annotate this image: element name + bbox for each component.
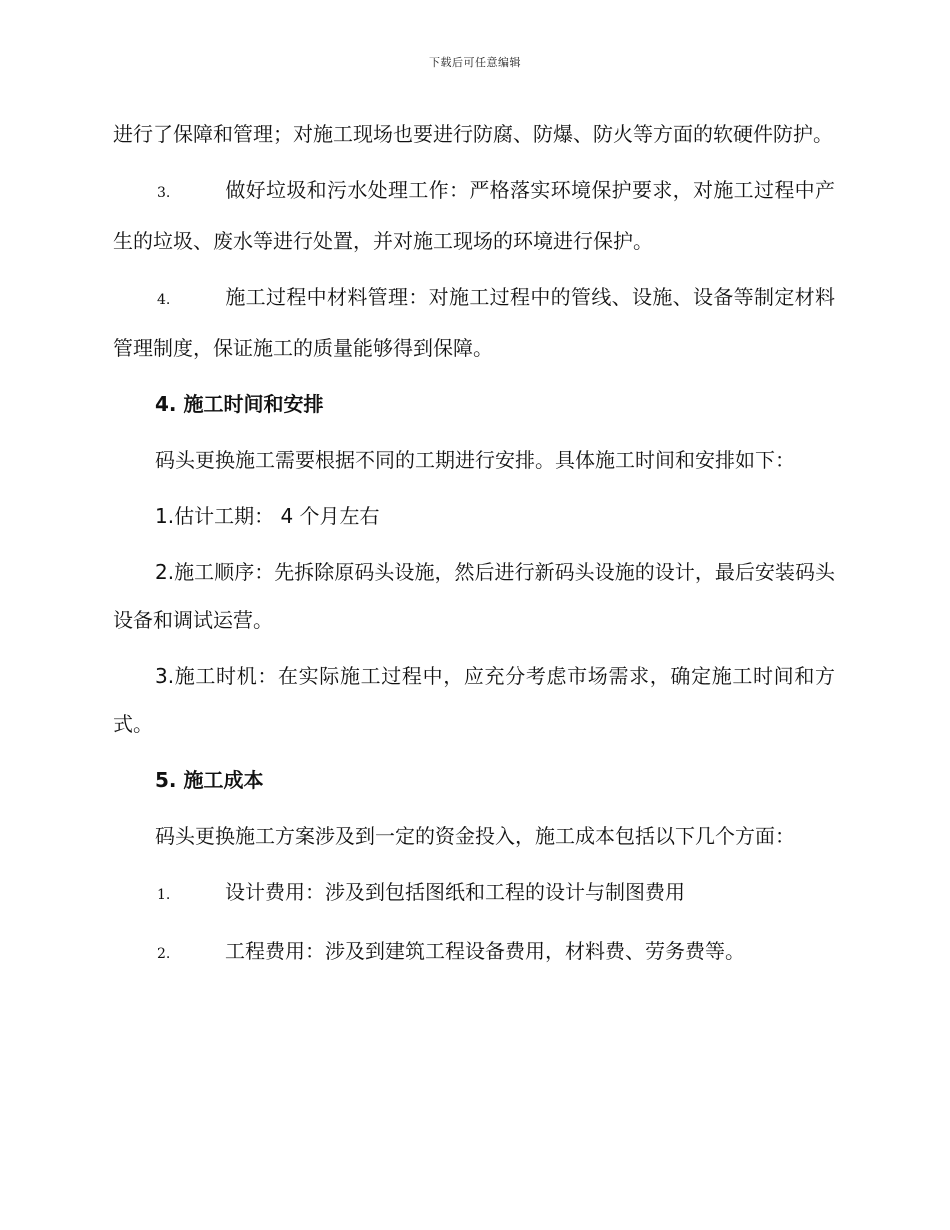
list-item-text: 施工过程中材料管理：对施工过程中的管线、设施、设备等制定材料管理制度，保证施工的质量能够得到保障。 [113,285,835,360]
section-heading-5: 5. 施工成本 [155,768,264,792]
schedule-item-2: 2.施工顺序：先拆除原码头设施，然后进行新码头设施的设计，最后安装码头设备和调试运营。 [113,560,835,632]
list-item-text: 设计费用：涉及到包括图纸和工程的设计与制图费用 [225,880,685,904]
list-number: 2. [157,946,171,962]
page-header: 下载后可任意编辑 [429,56,521,69]
section-5-intro: 码头更换施工方案涉及到一定的资金投入，施工成本包括以下几个方面： [155,824,795,848]
schedule-item-1: 1.估计工期： 4 个月左右 [155,504,380,528]
cost-item-2 [113,927,835,978]
schedule-item-3: 3.施工时机：在实际施工过程中，应充分考虑市场需求，确定施工时间和方式。 [113,664,835,736]
list-item-4 [113,273,835,372]
list-number: 3. [157,185,171,201]
list-item-3 [113,166,835,265]
paragraph-continued: 进行了保障和管理；对施工现场也要进行防腐、防爆、防火等方面的软硬件防护。 [113,122,833,146]
document-body [113,110,835,978]
section-heading-4: 4. 施工时间和安排 [155,392,324,416]
list-item-text: 工程费用：涉及到建筑工程设备费用，材料费、劳务费等。 [225,939,745,963]
list-item-text: 做好垃圾和污水处理工作：严格落实环境保护要求，对施工过程中产生的垃圾、废水等进行处置，并对施工现场的环境进行保护。 [113,178,835,253]
cost-item-1 [113,868,835,919]
section-4-intro: 码头更换施工需要根据不同的工期进行安排。具体施工时间和安排如下： [155,448,795,472]
list-number: 4. [157,292,171,308]
list-number: 1. [157,887,171,903]
